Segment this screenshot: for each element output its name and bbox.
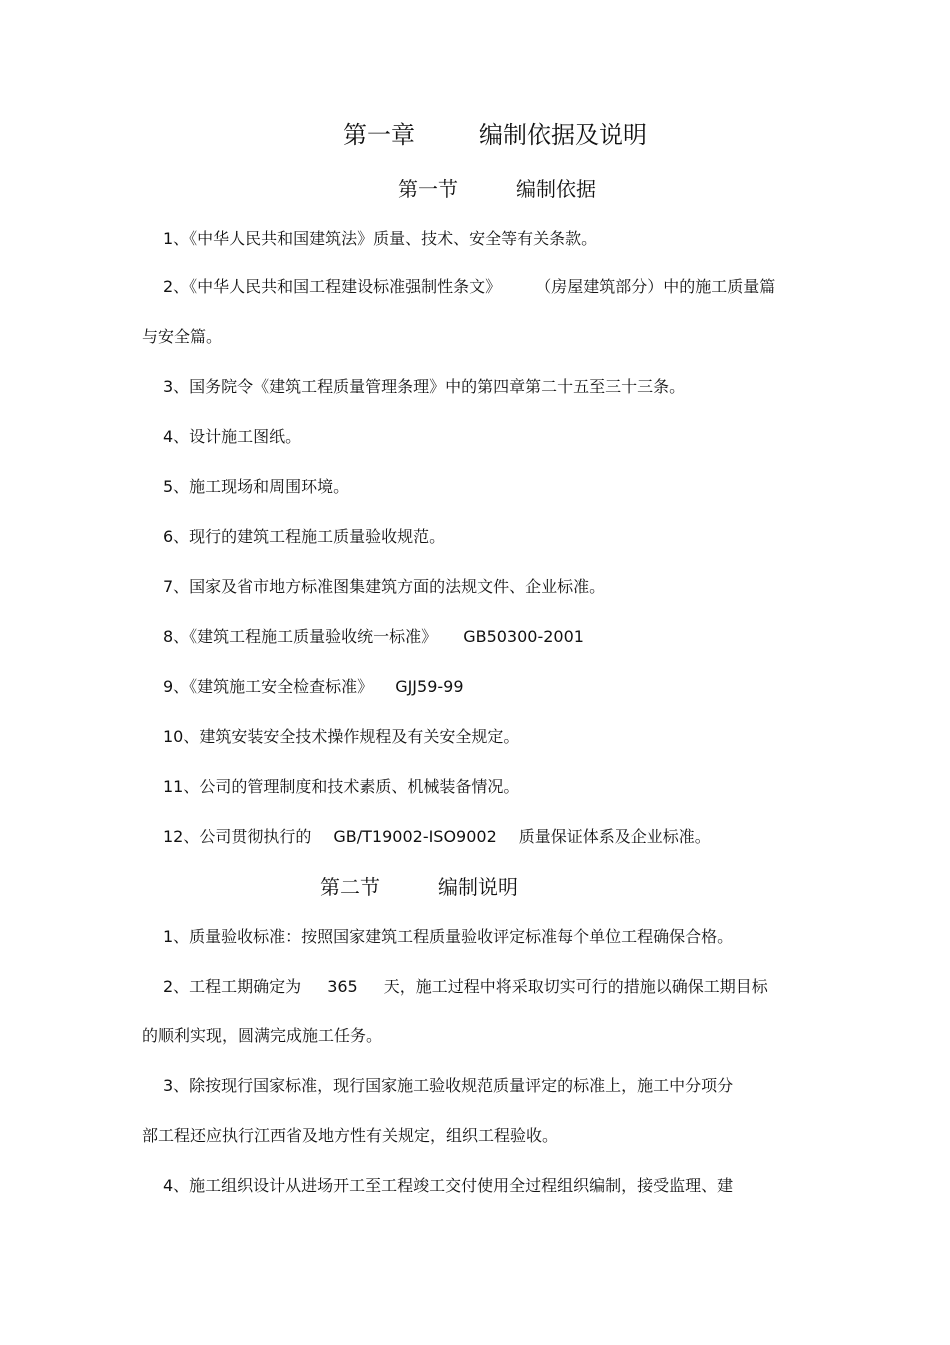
list-item: 9、《建筑施工安全检查标准》 GJJ59-99 <box>163 677 464 696</box>
chapter-title: 编制依据及说明 <box>479 121 647 149</box>
section-number: 第二节 <box>320 875 380 899</box>
standard-code: GB50300-2001 <box>463 627 584 646</box>
list-item: 4、设计施工图纸。 <box>163 427 302 446</box>
section-number: 第一节 <box>398 177 458 201</box>
section-title: 编制说明 <box>438 875 518 899</box>
duration-days: 365 <box>327 977 358 996</box>
list-item: 10、建筑安装安全技术操作规程及有关安全规定。 <box>163 727 520 746</box>
standard-code: GB/T19002-ISO9002 <box>333 827 497 846</box>
list-item: 1、《中华人民共和国建筑法》质量、技术、安全等有关条款。 <box>163 229 598 248</box>
section-heading-1 <box>398 176 596 202</box>
standard-code: GJJ59-99 <box>395 677 464 696</box>
list-item: 5、施工现场和周围环境。 <box>163 477 350 496</box>
list-item: 4、施工组织设计从进场开工至工程竣工交付使用全过程组织编制，接受监理、建 <box>163 1176 734 1195</box>
list-item: 3、除按现行国家标准，现行国家施工验收规范质量评定的标准上，施工中分项分 <box>163 1076 734 1095</box>
list-item: 2、《中华人民共和国工程建设标准强制性条文》 （房屋建筑部分）中的施工质量篇 <box>163 277 776 296</box>
list-item-continuation: 的顺利实现，圆满完成施工任务。 <box>142 1026 383 1045</box>
list-item: 3、国务院令《建筑工程质量管理条理》中的第四章第二十五至三十三条。 <box>163 377 686 396</box>
list-item-continuation: 与安全篇。 <box>142 327 223 346</box>
list-item: 6、现行的建筑工程施工质量验收规范。 <box>163 527 446 546</box>
chapter-heading <box>343 120 647 150</box>
list-item: 11、公司的管理制度和技术素质、机械装备情况。 <box>163 777 520 796</box>
list-item-continuation: 部工程还应执行江西省及地方性有关规定，组织工程验收。 <box>142 1126 559 1145</box>
section-heading-2 <box>320 874 518 900</box>
list-item: 7、国家及省市地方标准图集建筑方面的法规文件、企业标准。 <box>163 577 606 596</box>
chapter-number: 第一章 <box>343 121 415 149</box>
list-item: 12、公司贯彻执行的 GB/T19002-ISO9002 质量保证体系及企业标准。 <box>163 827 711 846</box>
section-title: 编制依据 <box>516 177 596 201</box>
list-item: 1、质量验收标准：按照国家建筑工程质量验收评定标准每个单位工程确保合格。 <box>163 927 734 946</box>
list-item: 2、工程工期确定为 365 天，施工过程中将采取切实可行的措施以确保工期目标 <box>163 977 768 996</box>
list-item: 8、《建筑工程施工质量验收统一标准》 GB50300-2001 <box>163 627 584 646</box>
